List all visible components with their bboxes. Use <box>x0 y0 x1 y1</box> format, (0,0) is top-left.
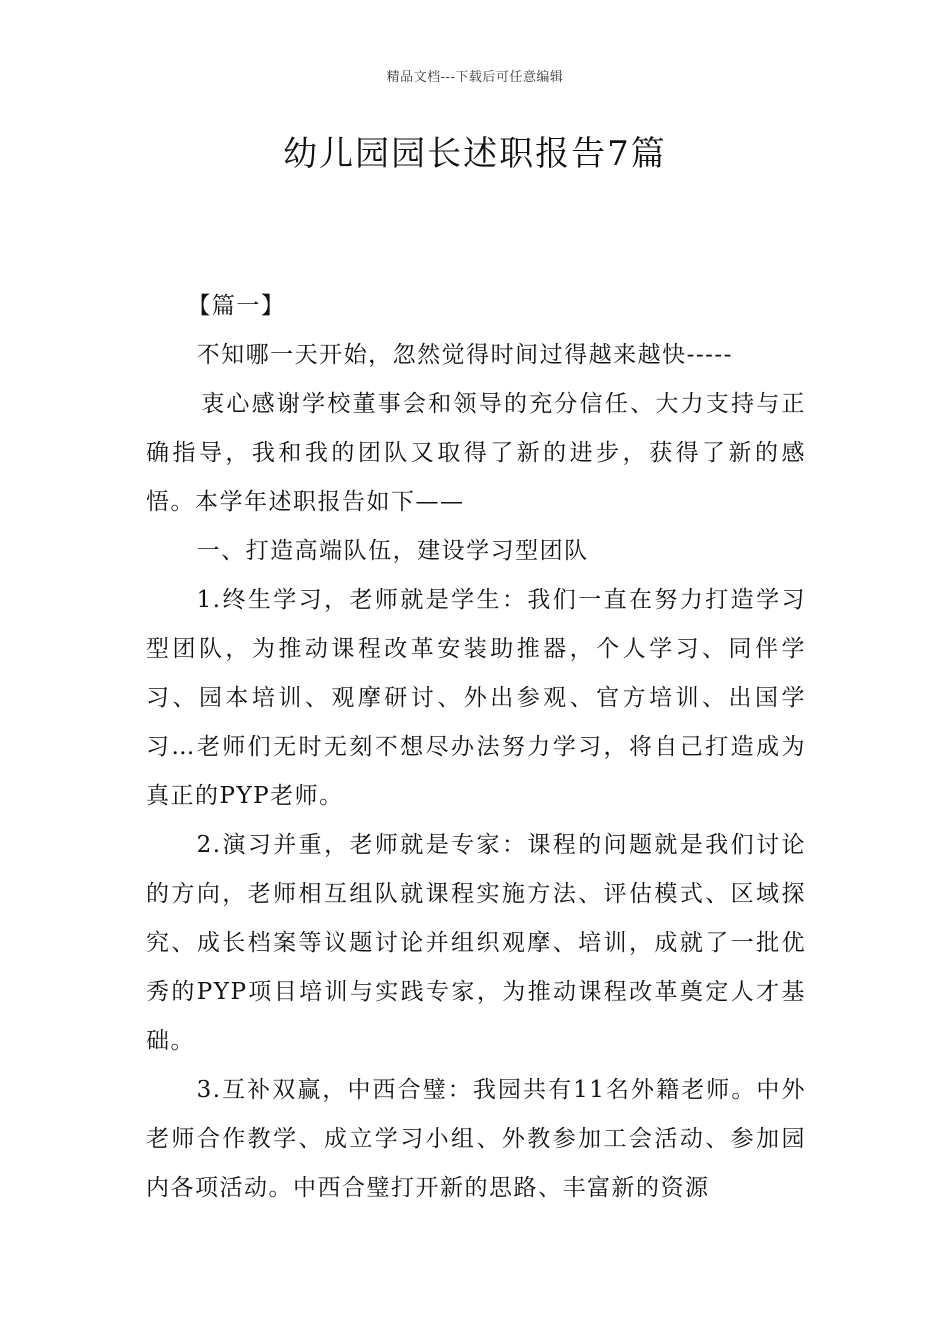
paragraph: 1.终生学习，老师就是学生：我们一直在努力打造学习型团队，为推动课程改革安装助推器，个人学习、同伴学习、园本培训、观摩研讨、外出参观、官方培训、出国学习…老师们无时无刻不想尽办法努力学习，将自己打造成为真正的PYP老师。 <box>146 587 806 809</box>
header-note: 精品文档---下载后可任意编辑 <box>386 70 564 85</box>
paragraph: 3.互补双赢，中西合璧：我园共有11名外籍老师。中外老师合作教学、成立学习小组、外教参加工会活动、参加园内各项活动。中西合璧打开新的思路、丰富新的资源 <box>146 1077 806 1201</box>
paragraph: 不知哪一天开始，忽然觉得时间过得越来越快----- <box>196 342 733 368</box>
subheading: 一、打造高端队伍，建设学习型团队 <box>196 538 589 564</box>
document-body <box>146 282 806 1213</box>
document-title: 幼儿园园长述职报告7篇 <box>283 134 667 174</box>
paragraph: 2.演习并重，老师就是专家：课程的问题就是我们讨论的方向，老师相互组队就课程实施方法、评估模式、区域探究、成长档案等议题讨论并组织观摩、培训，成就了一批优秀的PYP项目培训与实践专家，为推动课程改革奠定人才基础。 <box>146 832 806 1054</box>
paragraph: 衷心感谢学校董事会和领导的充分信任、大力支持与正确指导，我和我的团队又取得了新的进步，获得了新的感悟。本学年述职报告如下—— <box>146 391 806 515</box>
section-heading: 【篇一】 <box>187 293 286 319</box>
